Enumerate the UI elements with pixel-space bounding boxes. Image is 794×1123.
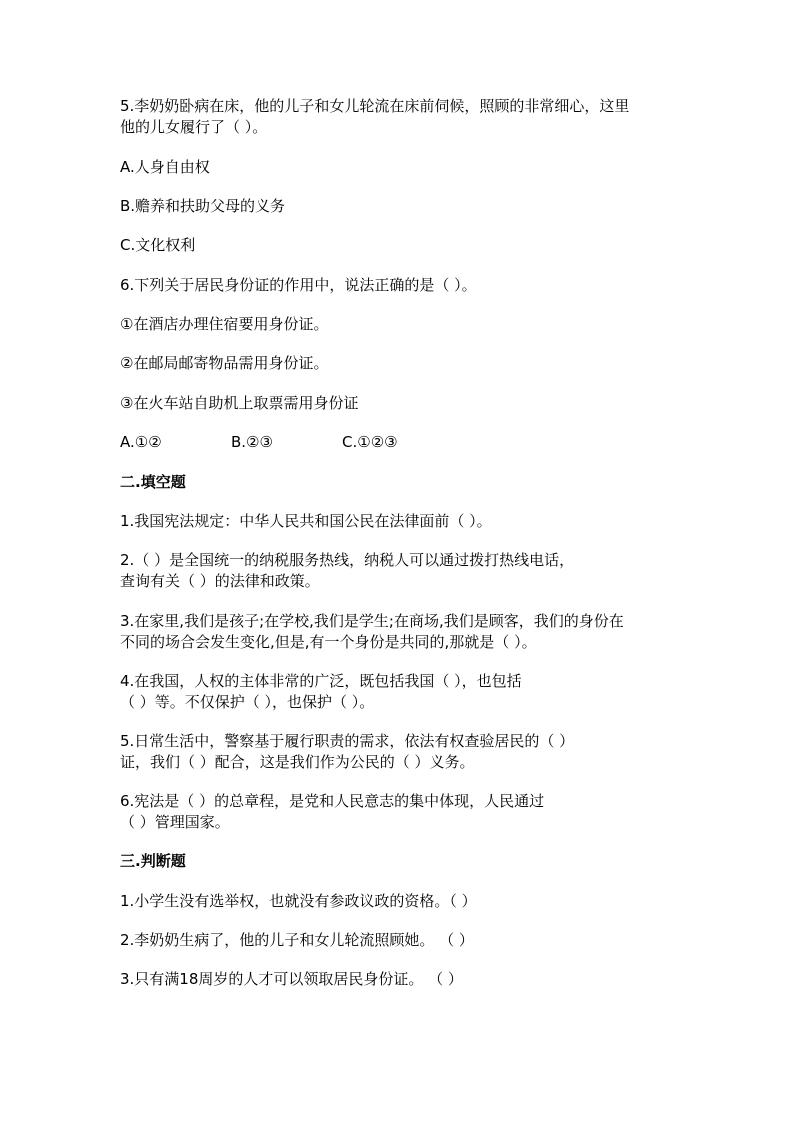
fill-item-1: 1.我国宪法规定：中华人民共和国公民在法律面前（ ）。 bbox=[120, 512, 492, 530]
q6-option-b: B.②③ bbox=[231, 433, 273, 451]
section-heading-judge: 三.判断题 bbox=[120, 852, 186, 870]
fill-item-3-line2: 不同的场合会发生变化,但是,有一个身份是共同的,那就是（ ）。 bbox=[120, 633, 537, 651]
fill-item-6-line2: （ ）管理国家。 bbox=[120, 813, 230, 831]
section-heading-fill: 二.填空题 bbox=[120, 473, 186, 491]
q6-statement-3: ③在火车站自助机上取票需用身份证 bbox=[120, 394, 359, 412]
q5-stem-line1: 5.李奶奶卧病在床，他的儿子和女儿轮流在床前伺候，照顾的非常细心，这里 bbox=[120, 97, 630, 115]
q5-option-c: C.文化权利 bbox=[120, 236, 196, 254]
fill-item-2-line2: 查询有关（ ）的法律和政策。 bbox=[120, 572, 320, 590]
q5-option-a: A.人身自由权 bbox=[120, 158, 210, 176]
fill-item-6-line1: 6.宪法是（ ）的总章程，是党和人民意志的集中体现，人民通过 bbox=[120, 792, 545, 810]
fill-item-4-line1: 4.在我国，人权的主体非常的广泛，既包括我国（ ），也包括 bbox=[120, 672, 522, 690]
q6-statement-1: ①在酒店办理住宿要用身份证。 bbox=[120, 315, 329, 333]
q6-option-c: C.①②③ bbox=[342, 433, 398, 451]
fill-item-5-line1: 5.日常生活中，警察基于履行职责的需求，依法有权查验居民的（ ） bbox=[120, 732, 575, 750]
judge-item-1: 1.小学生没有选举权，也就没有参政议政的资格。（ ） bbox=[120, 892, 477, 910]
q5-stem-line2: 他的儿女履行了（ ）。 bbox=[120, 118, 268, 136]
q5-option-b: B.赡养和扶助父母的义务 bbox=[120, 197, 286, 215]
q6-stem: 6.下列关于居民身份证的作用中，说法正确的是（ ）。 bbox=[120, 276, 477, 294]
q6-option-a: A.①② bbox=[120, 433, 162, 451]
q6-options bbox=[120, 432, 680, 453]
fill-item-5-line2: 证，我们（ ）配合，这是我们作为公民的（ ）义务。 bbox=[120, 753, 475, 771]
fill-item-3-line1: 3.在家里,我们是孩子;在学校,我们是学生;在商场,我们是顾客，我们的身份在 bbox=[120, 612, 624, 630]
fill-item-4-line2: （ ）等。不仅保护（ ），也保护（ ）。 bbox=[120, 693, 375, 711]
fill-item-2-line1: 2.（ ）是全国统一的纳税服务热线，纳税人可以通过拨打热线电话， bbox=[120, 551, 575, 569]
q6-statement-2: ②在邮局邮寄物品需用身份证。 bbox=[120, 354, 329, 372]
judge-item-3: 3.只有满18周岁的人才可以领取居民身份证。 （ ） bbox=[120, 970, 463, 988]
judge-item-2: 2.李奶奶生病了，他的儿子和女儿轮流照顾她。 （ ） bbox=[120, 931, 474, 949]
